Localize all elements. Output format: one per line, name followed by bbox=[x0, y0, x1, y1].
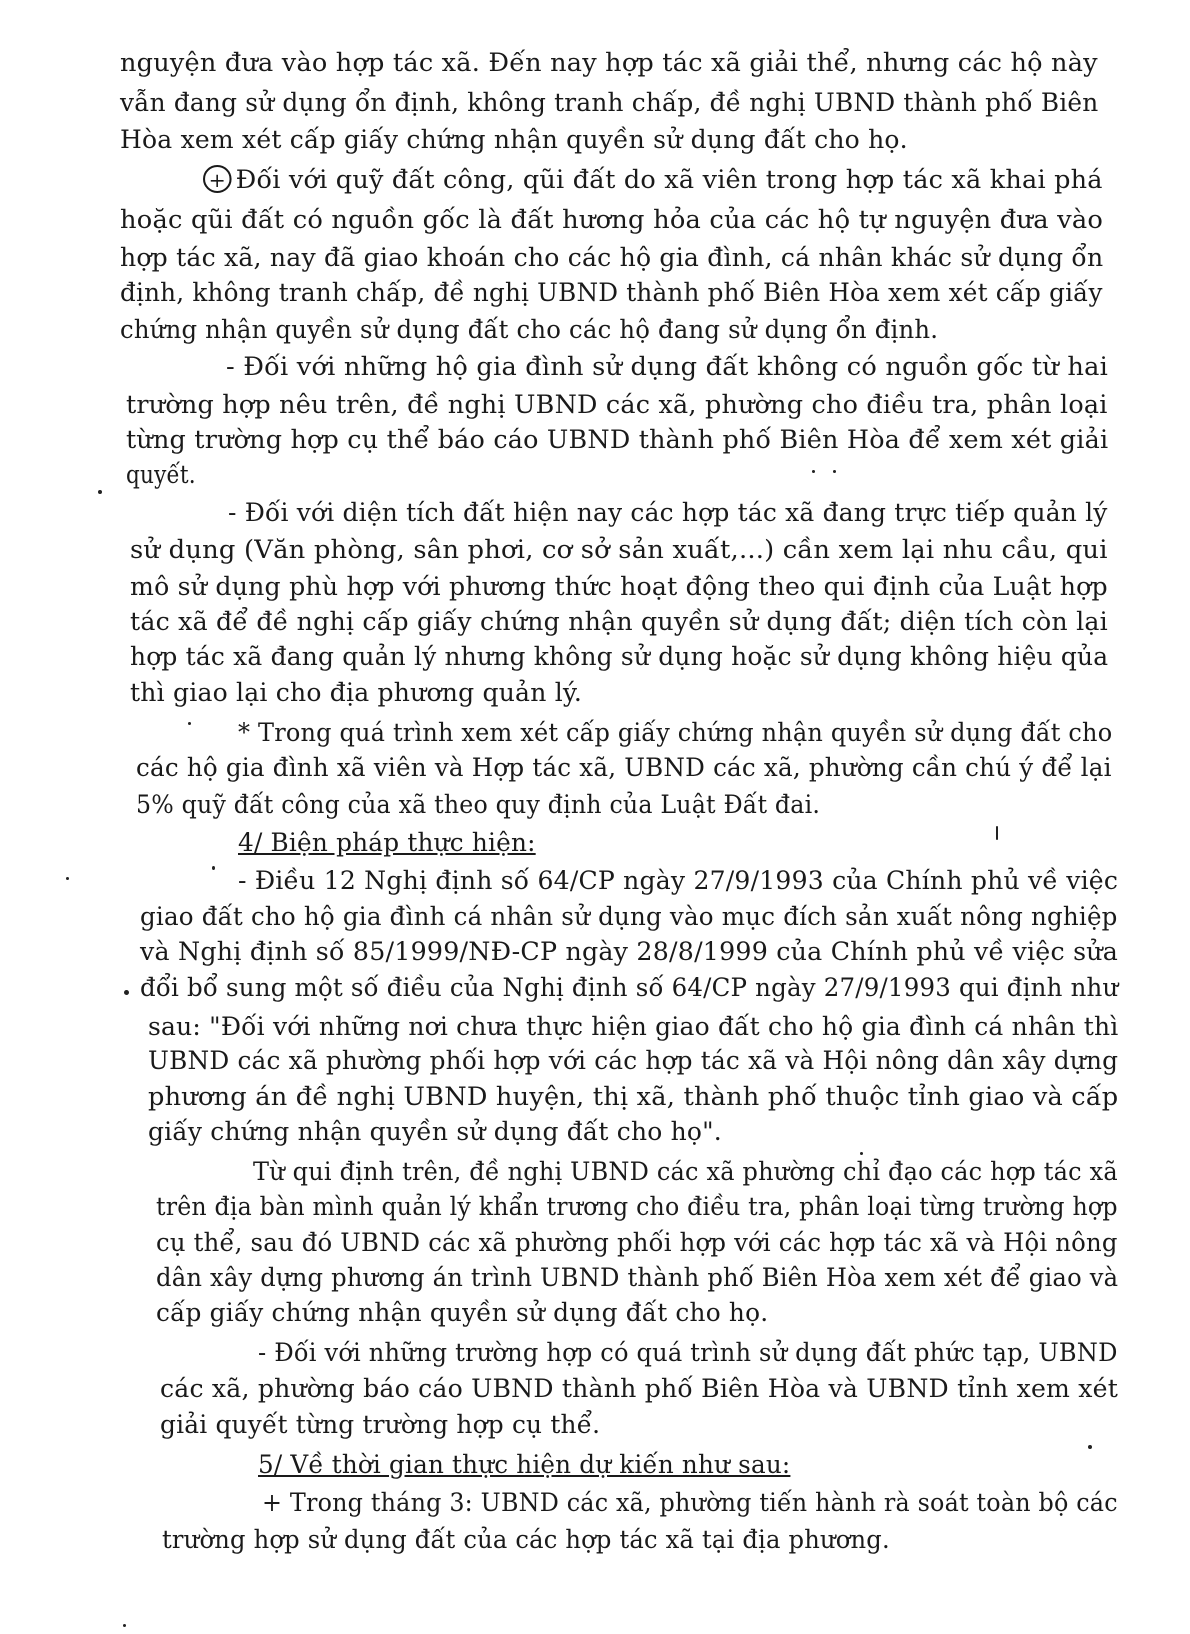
text-line bbox=[238, 866, 1118, 896]
text-line-content: định, không tranh chấp, đề nghị UBND thành phố Biên Hòa xem xét cấp giấy bbox=[120, 278, 1103, 307]
text-line-content: nguyện đưa vào hợp tác xã. Đến nay hợp tác xã giải thể, nhưng các hộ này bbox=[120, 48, 1098, 77]
scan-speck bbox=[123, 1624, 126, 1627]
scan-speck bbox=[66, 877, 69, 880]
text-line bbox=[126, 390, 1108, 420]
text-line-content: thì giao lại cho địa phương quản lý. bbox=[130, 678, 583, 707]
text-line-content: các xã, phường báo cáo UBND thành phố Biên Hòa và UBND tỉnh xem xét bbox=[160, 1374, 1118, 1403]
text-line-content: 5/ Về thời gian thực hiện dự kiến như sau: bbox=[258, 1450, 791, 1479]
text-line bbox=[262, 1488, 1118, 1518]
text-line-content: 4/ Biện pháp thực hiện: bbox=[238, 828, 536, 857]
scan-speck bbox=[812, 470, 815, 473]
text-line-content: đổi bổ sung một số điều của Nghị định số 64/CP ngày 27/9/1993 qui định như bbox=[140, 973, 1119, 1002]
text-line bbox=[238, 718, 1112, 748]
text-line-content: chứng nhận quyền sử dụng đất cho các hộ đang sử dụng ổn định. bbox=[120, 315, 939, 344]
text-line bbox=[126, 460, 196, 490]
text-line bbox=[160, 1374, 1118, 1404]
text-line bbox=[156, 1298, 768, 1328]
scan-speck bbox=[124, 990, 129, 995]
text-line bbox=[156, 1263, 1118, 1293]
text-line bbox=[140, 902, 1118, 932]
text-line-content: giải quyết từng trường hợp cụ thể. bbox=[160, 1410, 601, 1439]
text-line-content: - Điều 12 Nghị định số 64/CP ngày 27/9/1993 của Chính phủ về việc bbox=[238, 866, 1119, 895]
text-line-content: giấy chứng nhận quyền sử dụng đất cho họ". bbox=[148, 1117, 722, 1146]
section-heading bbox=[258, 1450, 790, 1480]
text-line-content: trên địa bàn mình quản lý khẩn trương cho điều tra, phân loại từng trường hợp bbox=[156, 1192, 1118, 1221]
text-line bbox=[156, 1192, 1118, 1222]
scan-speck bbox=[996, 826, 998, 840]
text-line bbox=[130, 535, 1108, 565]
text-line-content: trường hợp nêu trên, đề nghị UBND các xã, phường cho điều tra, phân loại bbox=[126, 390, 1108, 419]
text-line-content: UBND các xã phường phối hợp với các hợp tác xã và Hội nông dân xây dựng bbox=[148, 1046, 1119, 1075]
text-line-content: mô sử dụng phù hợp với phương thức hoạt động theo qui định của Luật hợp bbox=[130, 572, 1108, 601]
text-line-content: vẫn đang sử dụng ổn định, không tranh chấp, đề nghị UBND thành phố Biên bbox=[120, 88, 1099, 117]
text-line bbox=[130, 678, 582, 708]
text-line bbox=[130, 607, 1108, 637]
text-line-content: - Đối với diện tích đất hiện nay các hợp tác xã đang trực tiếp quản lý bbox=[228, 498, 1108, 527]
text-line-content: * Trong quá trình xem xét cấp giấy chứng nhận quyền sử dụng đất cho bbox=[238, 718, 1113, 747]
text-line bbox=[162, 1525, 890, 1555]
text-line bbox=[120, 315, 938, 345]
text-line bbox=[130, 572, 1108, 602]
text-line-content: hợp tác xã đang quản lý nhưng không sử dụng hoặc sử dụng không hiệu qủa bbox=[130, 642, 1109, 671]
text-line bbox=[228, 498, 1108, 528]
text-line bbox=[226, 352, 1108, 382]
text-line bbox=[160, 1410, 600, 1440]
text-line bbox=[140, 937, 1118, 967]
text-line bbox=[253, 1157, 1118, 1187]
scan-speck bbox=[188, 722, 191, 725]
text-line-content: hoặc qũi đất có nguồn gốc là đất hương hỏa của các hộ tự nguyện đưa vào bbox=[120, 205, 1104, 234]
text-line bbox=[258, 1338, 1118, 1368]
text-line bbox=[130, 642, 1108, 672]
text-line bbox=[148, 1046, 1118, 1076]
text-line-content: Hòa xem xét cấp giấy chứng nhận quyền sử dụng đất cho họ. bbox=[120, 125, 908, 154]
text-line bbox=[140, 973, 1118, 1003]
text-line-content: các hộ gia đình xã viên và Hợp tác xã, UBND các xã, phường cần chú ý để lại bbox=[136, 753, 1112, 782]
text-line bbox=[156, 1228, 1118, 1258]
text-line bbox=[120, 205, 1103, 235]
scan-speck bbox=[212, 866, 215, 870]
scan-speck bbox=[833, 470, 836, 473]
text-line bbox=[120, 48, 1098, 78]
text-line bbox=[120, 88, 1098, 118]
scan-speck bbox=[860, 1152, 863, 1155]
text-line-content: - Đối với những trường hợp có quá trình sử dụng đất phức tạp, UBND bbox=[258, 1338, 1118, 1367]
text-line bbox=[148, 1117, 722, 1147]
text-line-content: - Đối với những hộ gia đình sử dụng đất không có nguồn gốc từ hai bbox=[226, 352, 1108, 381]
text-line-content: cụ thể, sau đó UBND các xã phường phối hợp với các hợp tác xã và Hội nông bbox=[156, 1228, 1118, 1257]
text-line bbox=[120, 125, 908, 155]
text-line bbox=[120, 278, 1103, 308]
text-line-content: trường hợp sử dụng đất của các hợp tác xã tại địa phương. bbox=[162, 1525, 890, 1554]
text-line bbox=[148, 1082, 1118, 1112]
text-line-content: cấp giấy chứng nhận quyền sử dụng đất cho họ. bbox=[156, 1298, 769, 1327]
text-line-content: sử dụng (Văn phòng, sân phơi, cơ sở sản xuất,...) cần xem lại nhu cầu, qui bbox=[130, 535, 1108, 564]
text-line-content: quyết. bbox=[126, 460, 196, 489]
text-line-content: + Trong tháng 3: UBND các xã, phường tiến hành rà soát toàn bộ các bbox=[262, 1488, 1118, 1517]
text-line-content: và Nghị định số 85/1999/NĐ-CP ngày 28/8/1999 của Chính phủ về việc sửa bbox=[140, 937, 1119, 966]
scan-speck bbox=[98, 490, 102, 494]
text-line-content: sau: "Đối với những nơi chưa thực hiện giao đất cho hộ gia đình cá nhân thì bbox=[148, 1012, 1119, 1041]
text-line-content: 5% quỹ đất công của xã theo quy định của Luật Đất đai. bbox=[136, 790, 821, 819]
scan-speck bbox=[1088, 1445, 1092, 1449]
text-line-content: phương án đề nghị UBND huyện, thị xã, thành phố thuộc tỉnh giao và cấp bbox=[148, 1082, 1119, 1111]
text-line bbox=[136, 753, 1112, 783]
text-line-content: Đối với quỹ đất công, qũi đất do xã viên trong hợp tác xã khai phá bbox=[235, 165, 1103, 194]
text-line bbox=[203, 165, 1103, 195]
text-line bbox=[120, 243, 1103, 273]
circled-marker-icon: + bbox=[203, 165, 232, 193]
text-line-content: tác xã để đề nghị cấp giấy chứng nhận quyền sử dụng đất; diện tích còn lại bbox=[130, 607, 1108, 636]
text-line bbox=[148, 1012, 1118, 1042]
text-line-content: từng trường hợp cụ thể báo cáo UBND thành phố Biên Hòa để xem xét giải bbox=[126, 425, 1109, 454]
text-line-content: giao đất cho hộ gia đình cá nhân sử dụng vào mục đích sản xuất nông nghiệp bbox=[140, 902, 1118, 931]
text-line-content: hợp tác xã, nay đã giao khoán cho các hộ gia đình, cá nhân khác sử dụng ổn bbox=[120, 243, 1104, 272]
text-line-content: dân xây dựng phương án trình UBND thành phố Biên Hòa xem xét để giao và bbox=[156, 1263, 1119, 1292]
text-line-content: Từ qui định trên, đề nghị UBND các xã phường chỉ đạo các hợp tác xã bbox=[253, 1157, 1118, 1186]
text-line bbox=[126, 425, 1108, 455]
section-heading bbox=[238, 828, 536, 858]
text-line bbox=[136, 790, 820, 820]
